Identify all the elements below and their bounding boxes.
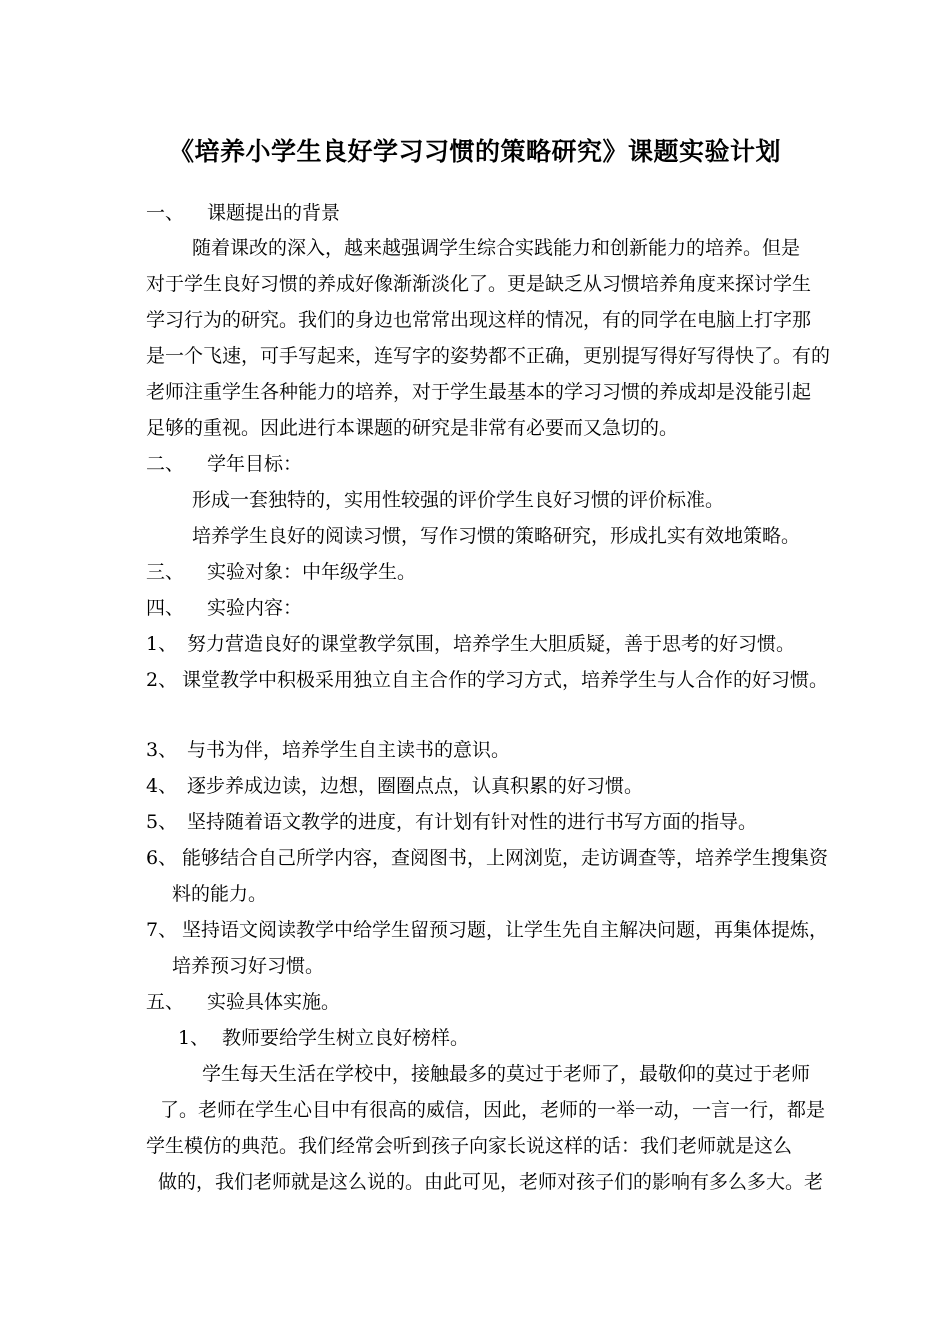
- list-item-3: [146, 738, 511, 762]
- subsection-heading: 教师要给学生树立良好榜样。: [222, 1027, 470, 1049]
- list-item-text: 坚持语文阅读教学中给学生留预习题，让学生先自主解决问题，再集体提炼，: [182, 919, 829, 941]
- subsection-paragraph-line: 学生每天生活在学校中，接触最多的莫过于老师了，最敬仰的莫过于老师: [202, 1063, 811, 1085]
- section-1-paragraph-line: 学习行为的研究。我们的身边也常常出现这样的情况，有的同学在电脑上打字那: [146, 309, 812, 331]
- section-1-paragraph-line: 是一个飞速，可手写起来，连写字的姿势都不正确，更别提写得好写得快了。有的: [146, 345, 831, 367]
- subsection-number: 1、: [178, 1027, 210, 1049]
- list-item-2: [146, 668, 829, 692]
- section-4-heading: 实验内容：: [207, 597, 303, 619]
- list-item-text: 与书为伴，培养学生自主读书的意识。: [187, 739, 511, 761]
- list-item-4: [146, 774, 644, 798]
- list-item-7-continuation: 培养预习好习惯。: [172, 955, 325, 977]
- list-item-7: [146, 918, 829, 942]
- section-4-number: 四、: [146, 597, 185, 619]
- section-1-paragraph-line: 足够的重视。因此进行本课题的研究是非常有必要而又急切的。: [146, 417, 679, 439]
- section-5-heading: 实验具体实施。: [207, 991, 341, 1013]
- list-item-5: [146, 810, 758, 834]
- list-item-number: 7、: [146, 919, 178, 941]
- list-item-number: 4、: [146, 775, 178, 797]
- list-item-number: 3、: [146, 739, 178, 761]
- list-item-6: [146, 846, 829, 870]
- section-2-number: 二、: [146, 453, 185, 475]
- goal-line: 培养学生良好的阅读习惯，写作习惯的策略研究，形成扎实有效地策略。: [192, 525, 801, 547]
- list-item-6-continuation: 料的能力。: [172, 883, 268, 905]
- section-4-heading-row: [146, 596, 303, 620]
- section-5-heading-row: [146, 990, 341, 1014]
- subsection-paragraph-line: 做的，我们老师就是这么说的。由此可见，老师对孩子们的影响有多么多大。老: [158, 1171, 824, 1193]
- section-3-number: 三、: [146, 561, 185, 583]
- list-item-number: 1、: [146, 633, 178, 655]
- section-1-paragraph-line: 对于学生良好习惯的养成好像渐渐淡化了。更是缺乏从习惯培养角度来探讨学生: [146, 273, 812, 295]
- section-3-heading-row: [146, 560, 417, 584]
- list-item-text: 课堂教学中积极采用独立自主合作的学习方式，培养学生与人合作的好习惯。: [182, 669, 829, 691]
- list-item-text: 能够结合自己所学内容，查阅图书，上网浏览，走访调查等，培养学生搜集资: [182, 847, 829, 869]
- list-item-number: 6、: [146, 847, 178, 869]
- list-item-text: 努力营造良好的课堂教学氛围，培养学生大胆质疑，善于思考的好习惯。: [187, 633, 796, 655]
- section-2-heading: 学年目标：: [207, 453, 303, 475]
- section-1-number: 一、: [146, 202, 185, 224]
- list-item-1: [146, 632, 796, 656]
- subsection-paragraph-line: 学生模仿的典范。我们经常会听到孩子向家长说这样的话：我们老师就是这么: [146, 1135, 793, 1157]
- section-1-paragraph-line: 老师注重学生各种能力的培养，对于学生最基本的学习习惯的养成却是没能引起: [146, 381, 812, 403]
- list-item-number: 2、: [146, 669, 178, 691]
- list-item-text: 逐步养成边读，边想，圈圈点点，认真积累的好习惯。: [187, 775, 644, 797]
- section-1-heading-row: [146, 201, 341, 225]
- subsection-heading-row: [178, 1026, 470, 1050]
- section-1-paragraph-line: 随着课改的深入，越来越强调学生综合实践能力和创新能力的培养。但是: [192, 237, 801, 259]
- section-3-heading: 实验对象：中年级学生。: [207, 561, 417, 583]
- section-1-heading: 课题提出的背景: [207, 202, 341, 224]
- section-2-heading-row: [146, 452, 303, 476]
- subsection-paragraph-line: 了。老师在学生心目中有很高的威信，因此，老师的一举一动，一言一行，都是: [160, 1099, 826, 1121]
- document-title: 《培养小学生良好学习习惯的策略研究》课题实验计划: [168, 137, 781, 166]
- list-item-number: 5、: [146, 811, 178, 833]
- section-5-number: 五、: [146, 991, 185, 1013]
- goal-line: 形成一套独特的，实用性较强的评价学生良好习惯的评价标准。: [192, 489, 725, 511]
- list-item-text: 坚持随着语文教学的进度，有计划有针对性的进行书写方面的指导。: [187, 811, 758, 833]
